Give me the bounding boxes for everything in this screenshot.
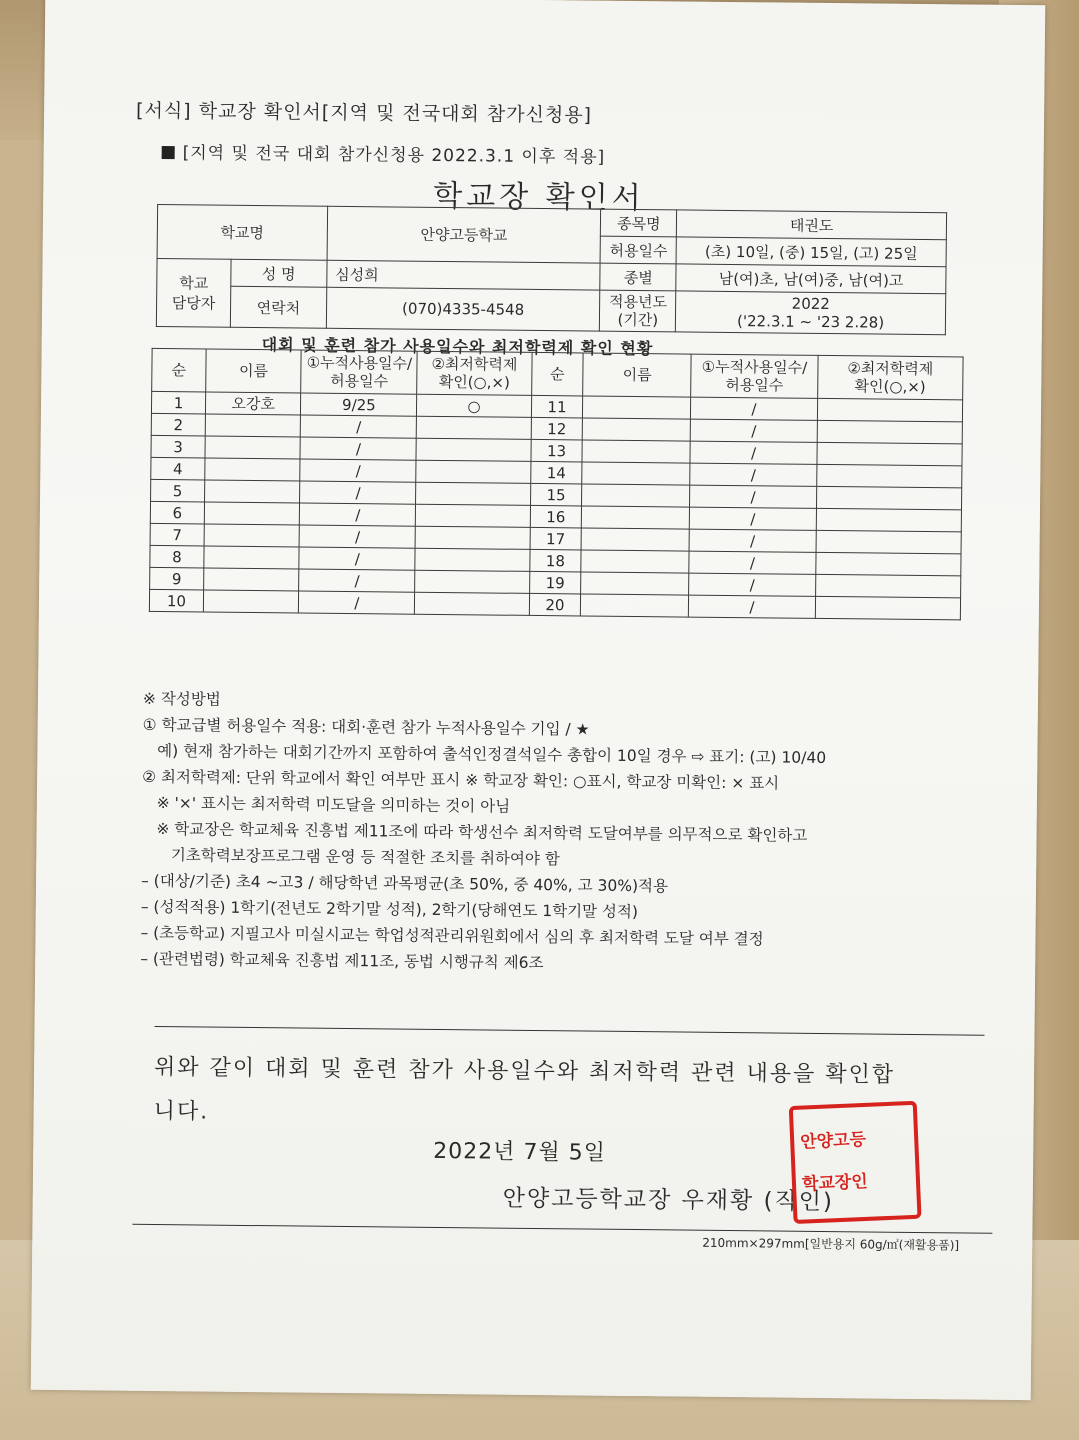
academic-check (816, 552, 961, 576)
name-label: 성 명 (231, 259, 327, 287)
divider-line (155, 1026, 985, 1036)
days-used: / (690, 441, 817, 464)
academic-check (415, 570, 529, 593)
row-no: 17 (530, 527, 582, 550)
days-used: / (300, 437, 416, 460)
year-cell (676, 291, 946, 335)
athlete-name (583, 396, 691, 419)
athlete-name (204, 524, 300, 547)
days-used: / (300, 459, 416, 482)
athlete-name (205, 436, 301, 459)
athlete-grid (149, 348, 964, 620)
school-label: 학교명 (157, 204, 327, 260)
issue-date: 2022년 7월 5일 (433, 1138, 607, 1166)
col-name-2: 이름 (583, 353, 691, 397)
days-used: / (689, 595, 816, 618)
athlete-name (204, 546, 300, 569)
academic-check (815, 574, 960, 598)
col-no: 순 (152, 348, 206, 392)
instruction-line: ② 최저학력제: 단위 학교에서 확인 여부만 표시 ※ 학교장 확인: ○표시, 학교장 미확인: × 표시 (142, 767, 780, 793)
seal-row-2: 학교장인 (801, 1171, 869, 1195)
athlete-name (205, 458, 301, 481)
subheader-text: [지역 및 전국 대회 참가신청용 2022.3.1 이후 적용] (182, 143, 606, 168)
academic-check (415, 592, 529, 615)
instruction-line: ※ '×' 표시는 최저학력 미도달을 의미하는 것이 아님 (141, 793, 511, 816)
days-used: / (689, 573, 816, 596)
row-no: 20 (529, 593, 581, 616)
academic-check (416, 438, 530, 461)
academic-check (816, 486, 961, 510)
academic-check (817, 420, 962, 444)
athlete-name (203, 590, 299, 613)
row-no: 2 (151, 413, 205, 436)
athlete-grid-body (149, 348, 963, 619)
row-no: 1 (151, 391, 205, 414)
academic-check (416, 504, 530, 527)
col-check-2 (817, 355, 963, 400)
row-no: 9 (150, 567, 204, 590)
row-no: 11 (531, 395, 583, 418)
contact-label: 연락처 (230, 286, 326, 328)
instruction-line: 예) 현재 참가하는 대회기간까지 포함하여 출석인정결석일수 총합이 10일 경우 ⇨ 표기: (고) 10/40 (142, 741, 827, 768)
manager-name: 심성희 (327, 260, 601, 290)
allowed-value: (초) 10일, (중) 15일, (고) 25일 (676, 237, 946, 267)
col-days-2-line2: 허용일수 (725, 375, 784, 395)
row-no: 5 (151, 479, 205, 502)
col-check-line2: 확인(○,×) (438, 372, 510, 392)
row-no: 3 (151, 435, 205, 458)
col-check-line1: ②최저학력제 (431, 354, 518, 374)
allowed-label: 허용일수 (600, 236, 676, 264)
row-no: 18 (529, 549, 581, 572)
info-table (156, 204, 947, 335)
form-header: [서식] 학교장 확인서[지역 및 전국대회 참가신청용] (136, 99, 593, 127)
manager-label: 학교 담당자 (156, 258, 231, 327)
document-paper (31, 0, 1046, 1400)
col-days (301, 350, 418, 394)
col-days-line1: ①누적사용일수/ (306, 353, 413, 373)
days-used: / (299, 547, 415, 570)
athlete-name (582, 506, 690, 529)
row-no: 14 (530, 461, 582, 484)
days-used: / (689, 529, 816, 552)
col-no-2: 순 (531, 352, 583, 396)
row-no: 8 (150, 545, 204, 568)
instruction-line: ① 학교급별 허용일수 적용: 대회·훈련 참가 누적사용일수 기입 / ★ (142, 715, 590, 739)
athlete-name (581, 572, 689, 595)
square-bullet-icon (162, 146, 175, 159)
academic-check (416, 482, 530, 505)
days-used: / (301, 415, 417, 438)
col-days-line2: 허용일수 (330, 371, 389, 391)
athlete-name (581, 528, 689, 551)
academic-check (415, 548, 529, 571)
academic-check (817, 398, 962, 422)
row-no: 4 (151, 457, 205, 480)
row-no: 7 (150, 523, 204, 546)
row-no: 10 (149, 589, 203, 612)
col-check-2-line1: ②최저학력제 (847, 359, 934, 379)
contact-value: (070)4335-4548 (326, 287, 600, 331)
row-no: 15 (530, 483, 582, 506)
days-used: / (690, 463, 817, 486)
section-title: 대회 및 훈련 참가 사용일수와 최저학력제 확인 현황 (261, 335, 654, 359)
event-label: 종목명 (601, 209, 677, 237)
instruction-line: – (초등학교) 지필고사 미실시교는 학업성적관리위원회에서 심의 후 최저학력 도달 여부 결정 (140, 923, 764, 949)
col-days-2 (691, 354, 818, 398)
instruction-line: – (성적적용) 1학기(전년도 2학기말 성적), 2학기(당해연도 1학기말 성적) (140, 897, 639, 922)
instruction-line: 기초학력보장프로그램 운영 등 적절한 조치를 취하여야 함 (141, 845, 560, 869)
athlete-name: 오강호 (205, 392, 301, 415)
athlete-name (205, 414, 301, 437)
footer-line (132, 1224, 992, 1234)
row-no: 16 (530, 505, 582, 528)
academic-check (416, 526, 530, 549)
row-no: 12 (531, 417, 583, 440)
category-value: 남(여)초, 남(여)중, 남(여)고 (676, 264, 946, 294)
days-used: 9/25 (301, 393, 417, 416)
athlete-name (204, 568, 300, 591)
days-used: / (299, 525, 415, 548)
days-used: / (299, 569, 415, 592)
academic-check (417, 416, 531, 439)
school-name: 안양고등학교 (327, 206, 601, 263)
days-used: / (690, 419, 817, 442)
document-title: 학교장 확인서 (433, 178, 645, 217)
athlete-name (581, 594, 689, 617)
academic-check (816, 508, 961, 532)
instruction-line: – (관련법령) 학교체육 진흥법 제11조, 동법 시행규칙 제6조 (140, 949, 544, 973)
athlete-name (204, 480, 300, 503)
days-used: / (299, 591, 415, 614)
days-used: / (690, 485, 817, 508)
period-value: ('22.3.1 ~ '23 2.28) (736, 312, 885, 332)
event-value: 태권도 (677, 210, 947, 240)
instructions (140, 686, 827, 979)
year-label: 적용년도 (608, 292, 668, 312)
days-used: / (690, 507, 817, 530)
days-used: / (300, 481, 416, 504)
col-check-2-line2: 확인(○,×) (854, 377, 926, 397)
athlete-name (582, 440, 690, 463)
col-name: 이름 (206, 349, 302, 393)
period-label: (기간) (617, 310, 659, 330)
academic-check: ○ (417, 394, 531, 417)
days-used: / (691, 397, 818, 420)
academic-check (416, 460, 530, 483)
days-used: / (689, 551, 816, 574)
row-no: 6 (150, 501, 204, 524)
athlete-name (582, 462, 690, 485)
confirmation-line-2: 니다. (153, 1098, 210, 1125)
confirmation-line-1: 위와 같이 대회 및 훈련 참가 사용일수와 최저학력 관련 내용을 확인합 (153, 1055, 896, 1088)
col-days-2-line1: ①누적사용일수/ (701, 357, 808, 377)
seal-row-1: 안양고등 (799, 1129, 867, 1153)
category-label: 종별 (600, 263, 676, 291)
athlete-name (204, 502, 300, 525)
principal-signature: 안양고등학교장 우재황 (직인) (502, 1185, 835, 1216)
athlete-name (581, 550, 689, 573)
instruction-line: – (대상/기준) 초4 ~고3 / 해당학년 과목평균(초 50%, 중 40%, 고 30%)적용 (140, 871, 669, 896)
instruction-line: ※ 작성방법 (142, 689, 221, 709)
year-value: 2022 (791, 294, 830, 314)
confirmation-text (153, 1046, 895, 1142)
official-seal-stamp (789, 1101, 922, 1224)
athlete-name (583, 418, 691, 441)
instruction-line: ※ 학교장은 학교체육 진흥법 제11조에 따라 학생선수 최저학력 도달여부를 의무적으로 확인하고 (141, 819, 808, 845)
academic-check (816, 464, 961, 488)
year-label-cell (600, 290, 676, 332)
row-no: 19 (529, 571, 581, 594)
days-used: / (300, 503, 416, 526)
form-subheader (162, 138, 606, 168)
paper-spec-footer: 210mm×297mm[일반용지 60g/㎡(재활용품)] (702, 1235, 960, 1253)
row-no: 13 (531, 439, 583, 462)
col-check (417, 351, 532, 395)
athlete-name (582, 484, 690, 507)
academic-check (816, 530, 961, 554)
academic-check (815, 596, 960, 620)
academic-check (817, 442, 962, 466)
